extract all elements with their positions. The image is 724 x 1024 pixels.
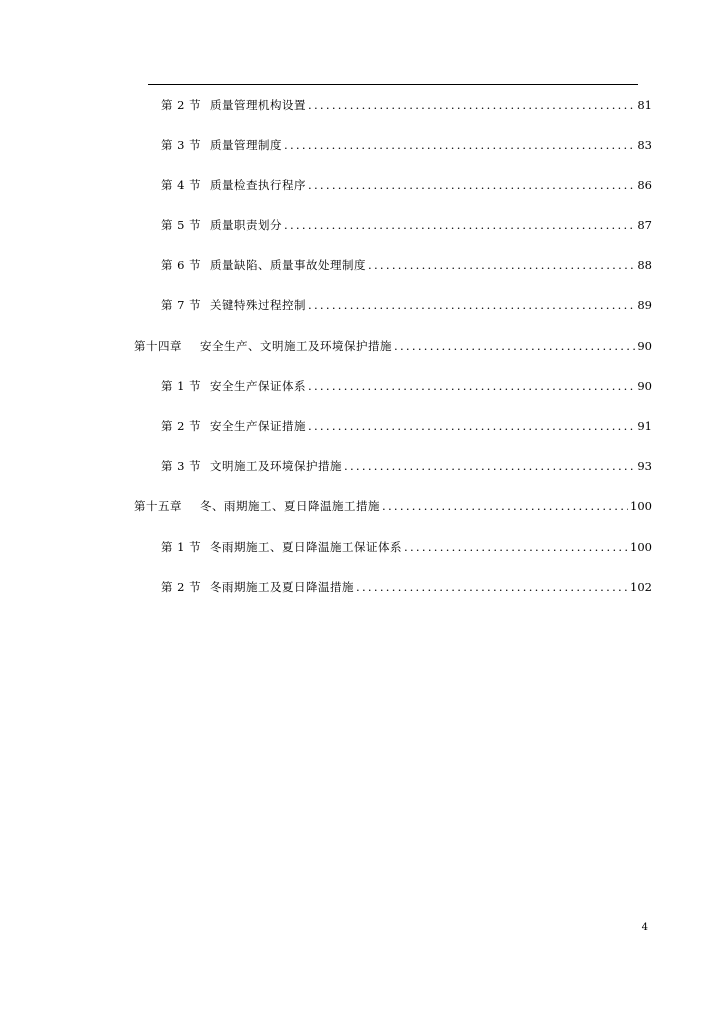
toc-entry-title: 关键特殊过程控制 — [210, 298, 306, 312]
toc-entry-number: 第十四章 — [134, 339, 182, 353]
toc-entry-page: 83 — [637, 138, 652, 152]
toc-entry[interactable] — [161, 176, 652, 194]
toc-entry-page: 102 — [630, 580, 652, 594]
toc-entry[interactable] — [161, 417, 652, 435]
toc-entry-title: 冬雨期施工、夏日降温施工保证体系 — [210, 540, 402, 554]
dot-leader — [284, 136, 635, 154]
toc-entry-title: 冬雨期施工及夏日降温措施 — [210, 580, 354, 594]
dot-leader — [394, 337, 635, 355]
toc-entry-page: 100 — [630, 540, 652, 554]
toc-entry-number: 第十五章 — [134, 499, 182, 513]
toc-entry-page: 93 — [637, 459, 652, 473]
dot-leader — [308, 176, 635, 194]
toc-entry-page: 90 — [637, 339, 652, 353]
toc-entry-page: 89 — [637, 298, 652, 312]
toc-entry-page: 86 — [637, 178, 652, 192]
toc-entry[interactable] — [161, 457, 652, 475]
toc-entry-title: 安全生产保证体系 — [210, 379, 306, 393]
dot-leader — [308, 96, 635, 114]
page-number: 4 — [641, 922, 648, 933]
toc-entry-title: 安全生产、文明施工及环境保护措施 — [200, 339, 392, 353]
dot-leader — [308, 417, 635, 435]
toc-entry-number: 第 1 节 — [161, 379, 202, 393]
toc-entry-page: 100 — [630, 499, 652, 513]
toc-chapter-entry[interactable] — [134, 497, 652, 515]
toc-entry[interactable] — [161, 377, 652, 395]
toc-entry-number: 第 6 节 — [161, 258, 202, 272]
toc-entry-page: 87 — [637, 218, 652, 232]
toc-entry-number: 第 5 节 — [161, 218, 202, 232]
toc-entry-title: 文明施工及环境保护措施 — [210, 459, 342, 473]
toc-entry-title: 质量职责划分 — [210, 218, 282, 232]
toc-entry-number: 第 7 节 — [161, 298, 202, 312]
toc-entry[interactable] — [161, 578, 652, 596]
toc-chapter-entry[interactable] — [134, 337, 652, 355]
toc-entry[interactable] — [161, 216, 652, 234]
toc-entry-number: 第 3 节 — [161, 138, 202, 152]
toc-entry-number: 第 4 节 — [161, 178, 202, 192]
toc-entry-page: 90 — [637, 379, 652, 393]
toc-entry-title: 冬、雨期施工、夏日降温施工措施 — [200, 499, 380, 513]
toc-entry-title: 安全生产保证措施 — [210, 419, 306, 433]
toc-entry-number: 第 2 节 — [161, 98, 202, 112]
dot-leader — [284, 216, 635, 234]
toc-entry-page: 91 — [637, 419, 652, 433]
dot-leader — [308, 296, 635, 314]
toc-entry-title: 质量缺陷、质量事故处理制度 — [210, 258, 366, 272]
toc-entry-number: 第 1 节 — [161, 540, 202, 554]
toc-entry-page: 81 — [637, 98, 652, 112]
dot-leader — [308, 377, 635, 395]
dot-leader — [368, 256, 635, 274]
toc-entry-title: 质量检查执行程序 — [210, 178, 306, 192]
toc-entry-number: 第 2 节 — [161, 580, 202, 594]
toc-entry[interactable] — [161, 136, 652, 154]
dot-leader — [344, 457, 635, 475]
toc-entry[interactable] — [161, 296, 652, 314]
toc-entry[interactable] — [161, 96, 652, 114]
toc-entry-title: 质量管理机构设置 — [210, 98, 306, 112]
toc-entry[interactable] — [161, 256, 652, 274]
dot-leader — [382, 497, 628, 515]
toc-entry-number: 第 3 节 — [161, 459, 202, 473]
toc-entry-page: 88 — [637, 258, 652, 272]
toc-entry-title: 质量管理制度 — [210, 138, 282, 152]
dot-leader — [404, 538, 628, 556]
toc-entry[interactable] — [161, 538, 652, 556]
dot-leader — [356, 578, 628, 596]
toc-entry-number: 第 2 节 — [161, 419, 202, 433]
